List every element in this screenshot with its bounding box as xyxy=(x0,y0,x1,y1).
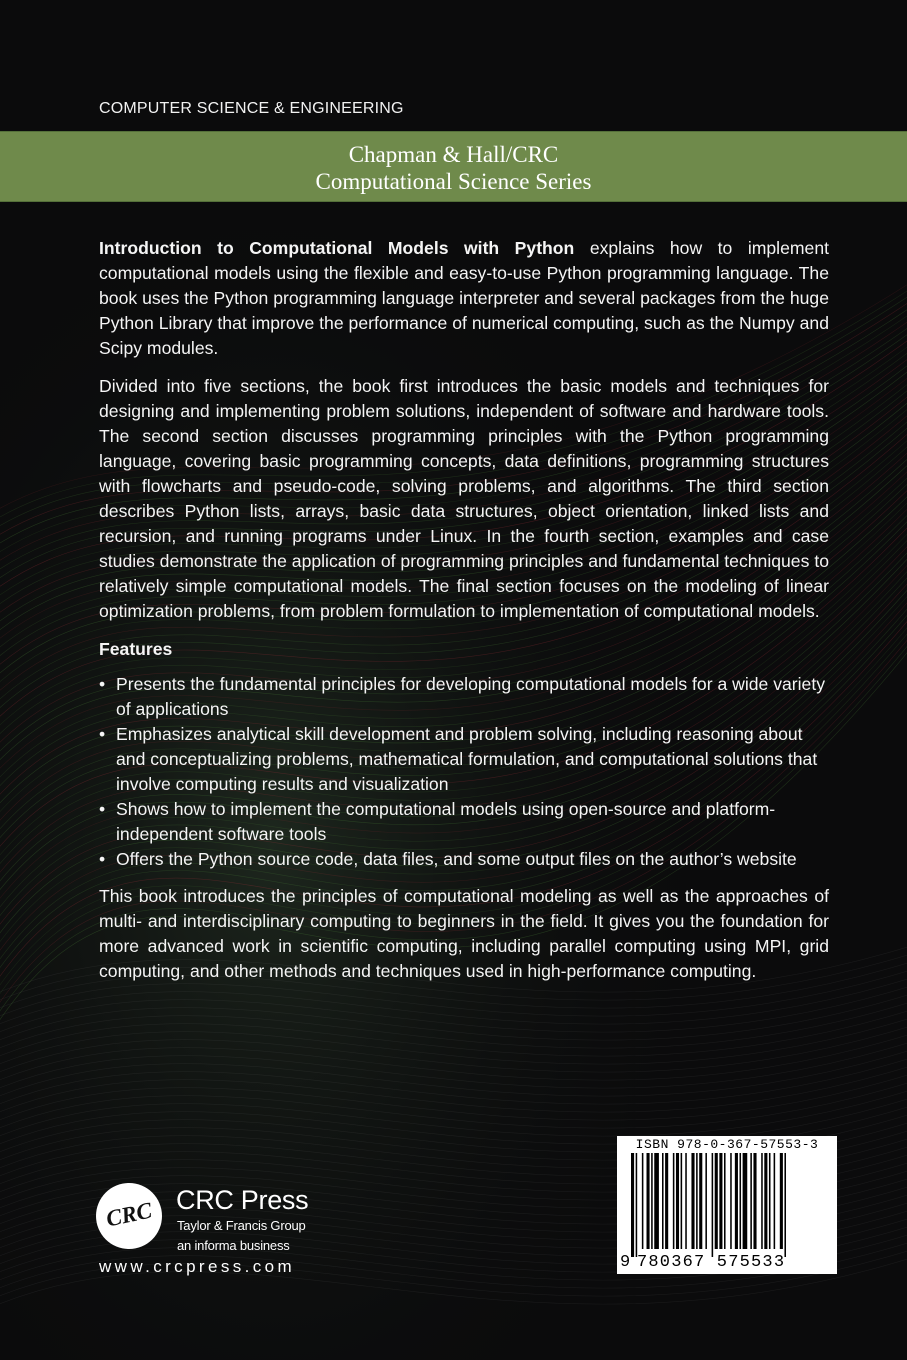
barcode-bar xyxy=(636,1153,638,1257)
barcode-bar xyxy=(665,1153,668,1249)
feature-text: Shows how to implement the computational models using open-source and platform-independent software tools xyxy=(116,799,776,844)
feature-text: Presents the fundamental principles for developing computational models for a wide variety of applications xyxy=(116,674,826,719)
barcode-bar xyxy=(724,1153,726,1249)
features-heading: Features xyxy=(99,639,173,659)
series-banner xyxy=(0,131,907,202)
barcode-bar xyxy=(719,1153,722,1249)
publisher-name: CRC Press xyxy=(176,1185,309,1215)
series-line-1: Chapman & Hall/CRC xyxy=(348,142,559,167)
barcode-bar xyxy=(712,1153,714,1257)
barcode-bar xyxy=(750,1153,752,1249)
barcode-bar xyxy=(631,1153,634,1257)
barcode-bar xyxy=(647,1153,650,1249)
barcode-bar xyxy=(685,1153,687,1249)
barcode-bars xyxy=(631,1153,831,1257)
isbn-digit-lead: 9 xyxy=(620,1253,632,1272)
barcode-bar xyxy=(743,1153,748,1249)
barcode-bar xyxy=(715,1153,718,1249)
barcode-bar xyxy=(654,1153,659,1249)
isbn-label: ISBN 978-0-367-57553-3 xyxy=(635,1137,819,1152)
barcode-bar xyxy=(705,1153,707,1249)
sections-paragraph: Divided into five sections, the book first introduces the basic models and techniques for designing and implementing problem solutions, independent of software and hardware tools. The second section discusses programming principles with the Python programming language, covering basic programming concepts, data definitions, programming structures with flowcharts and pseudo-code, solving problems, and algorithms. The third section describes Python lists, arrays, basic data structures, object orientation, linked lists and recursion, and running programs under Linux. In the fourth section, examples and case studies demonstrate the application of programming principles and fundamental techniques to relatively simple computational models. The final section focuses on the modeling of linear optimization problems, from problem formulation to implementation of computational models. xyxy=(99,376,829,621)
crc-logo xyxy=(96,1183,162,1249)
feature-item xyxy=(99,722,829,797)
feature-text: Emphasizes analytical skill development and problem solving, including reasoning about and conceptualizing problems, mathematical formulation, and computational solutions that involve computing results and visualization xyxy=(116,724,818,794)
barcode-bar xyxy=(740,1153,742,1249)
bullet-glyph: • xyxy=(99,674,106,694)
barcode-bar xyxy=(651,1153,653,1249)
isbn-digits-rest: 780367 575533 xyxy=(637,1253,786,1272)
feature-item xyxy=(99,672,829,722)
intro-paragraph xyxy=(99,236,829,361)
barcode-bar xyxy=(753,1153,756,1249)
bullet-glyph: • xyxy=(99,849,106,869)
feature-item xyxy=(99,847,829,872)
barcode-bar xyxy=(774,1153,776,1249)
barcode-bar xyxy=(699,1153,702,1249)
series-line-2: Computational Science Series xyxy=(315,169,592,194)
barcode-bar xyxy=(673,1153,675,1249)
publisher-group: Taylor & Francis Group xyxy=(177,1218,306,1233)
barcode-bar xyxy=(784,1153,786,1257)
barcode-bar xyxy=(642,1153,644,1249)
features-list xyxy=(99,672,829,872)
barcode-bar xyxy=(735,1153,738,1249)
barcode-bar xyxy=(730,1153,732,1249)
barcode-bar xyxy=(769,1153,771,1249)
feature-item xyxy=(99,797,829,847)
book-title: Introduction to Computational Models with Python xyxy=(99,238,575,258)
bullet-glyph: • xyxy=(99,799,106,819)
feature-text: Offers the Python source code, data files, and some output files on the author’s website xyxy=(116,849,797,869)
description-body xyxy=(99,236,829,997)
closing-paragraph: This book introduces the principles of computational modeling as well as the approaches of multi- and interdisciplinary computing to beginners in the field. It gives you the foundation for more advanced work in scientific computing, including parallel computing using MPI, grid computing, and other methods and techniques used in high-performance computing. xyxy=(99,886,829,981)
crc-logo-text: CRC xyxy=(103,1197,155,1232)
publisher-block xyxy=(96,1183,356,1283)
publisher-url: www.crcpress.com xyxy=(99,1257,296,1276)
bullet-glyph: • xyxy=(99,724,106,744)
barcode-bar xyxy=(676,1153,679,1249)
intro-text: explains how to implement computational models using the flexible and easy-to-use Python programming language. The book uses the Python programming language interpreter and several packages from the huge Python Library that improve the performance of numerical computing, such as the Numpy and Scipy modules. xyxy=(99,238,829,358)
isbn-barcode xyxy=(617,1136,837,1274)
barcode-bar xyxy=(696,1153,698,1249)
barcode-bar xyxy=(780,1153,783,1249)
barcode-bar xyxy=(691,1153,694,1249)
barcode-bar xyxy=(761,1153,763,1249)
subject-category: COMPUTER SCIENCE & ENGINEERING xyxy=(99,100,404,117)
publisher-informa: an informa business xyxy=(177,1238,290,1253)
barcode-bar xyxy=(764,1153,767,1249)
barcode-bar xyxy=(662,1153,664,1249)
barcode-bar xyxy=(681,1153,683,1249)
